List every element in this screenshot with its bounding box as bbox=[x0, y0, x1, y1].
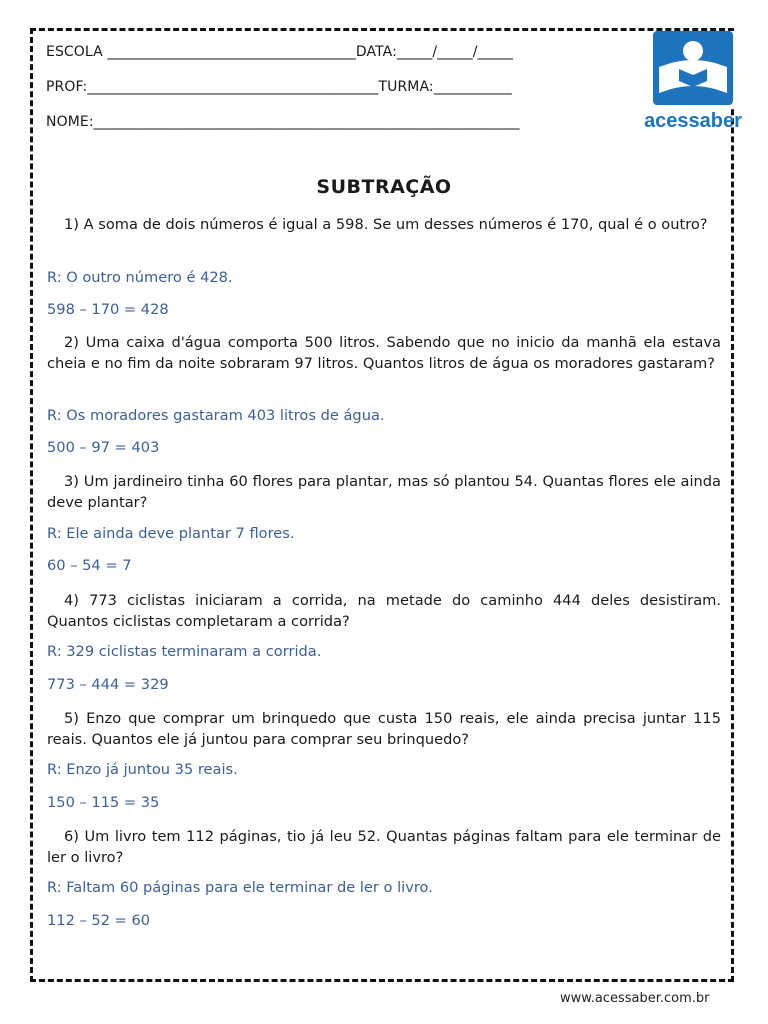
calc-4: 773 – 444 = 329 bbox=[47, 676, 169, 693]
calc-1: 598 – 170 = 428 bbox=[47, 301, 169, 318]
calc-2: 500 – 97 = 403 bbox=[47, 439, 160, 456]
question-4: 4) 773 ciclistas iniciaram a corrida, na metade do caminho 444 deles desistiram. Quantos ciclistas completaram a corrida? bbox=[47, 592, 721, 630]
question-6: 6) Um livro tem 112 páginas, tio já leu 52. Quantas páginas faltam para ele terminar de ler o livro? bbox=[47, 828, 721, 866]
teacher-class-line: PROF:_________________________________________TURMA:___________ bbox=[46, 79, 512, 95]
calc-5: 150 – 115 = 35 bbox=[47, 794, 160, 811]
answer-1: R: O outro número é 428. bbox=[47, 269, 233, 286]
footer-url[interactable]: www.acessaber.com.br bbox=[560, 991, 710, 1006]
answer-3: R: Ele ainda deve plantar 7 flores. bbox=[47, 525, 295, 542]
calc-3: 60 – 54 = 7 bbox=[47, 557, 132, 574]
name-line: NOME:____________________________________________________________ bbox=[46, 114, 520, 130]
question-3: 3) Um jardineiro tinha 60 flores para plantar, mas só plantou 54. Quantas flores ele ainda deve plantar? bbox=[47, 473, 721, 511]
answer-2: R: Os moradores gastaram 403 litros de água. bbox=[47, 407, 385, 424]
question-5: 5) Enzo que comprar um brinquedo que custa 150 reais, ele ainda precisa juntar 115 reais. Quantos ele já juntou para comprar seu brinquedo? bbox=[47, 710, 721, 748]
answer-6: R: Faltam 60 páginas para ele terminar de ler o livro. bbox=[47, 879, 433, 896]
question-2: 2) Uma caixa d'água comporta 500 litros. Sabendo que no inicio da manhã ela estava cheia e no fim da noite sobraram 97 litros. Quantos litros de água os moradores gastaram? bbox=[47, 334, 721, 372]
answer-5: R: Enzo já juntou 35 reais. bbox=[47, 761, 238, 778]
question-1: 1) A soma de dois números é igual a 598. Se um desses números é 170, qual é o outro? bbox=[64, 216, 708, 233]
acessaber-logo bbox=[644, 31, 742, 132]
calc-6: 112 – 52 = 60 bbox=[47, 912, 151, 929]
answer-4: R: 329 ciclistas terminaram a corrida. bbox=[47, 643, 322, 660]
logo-wordmark: acessaber bbox=[644, 110, 742, 132]
school-date-line: ESCOLA ___________________________________DATA:_____/_____/_____ bbox=[46, 44, 514, 60]
worksheet-title: SUBTRAÇÃO bbox=[316, 176, 452, 198]
